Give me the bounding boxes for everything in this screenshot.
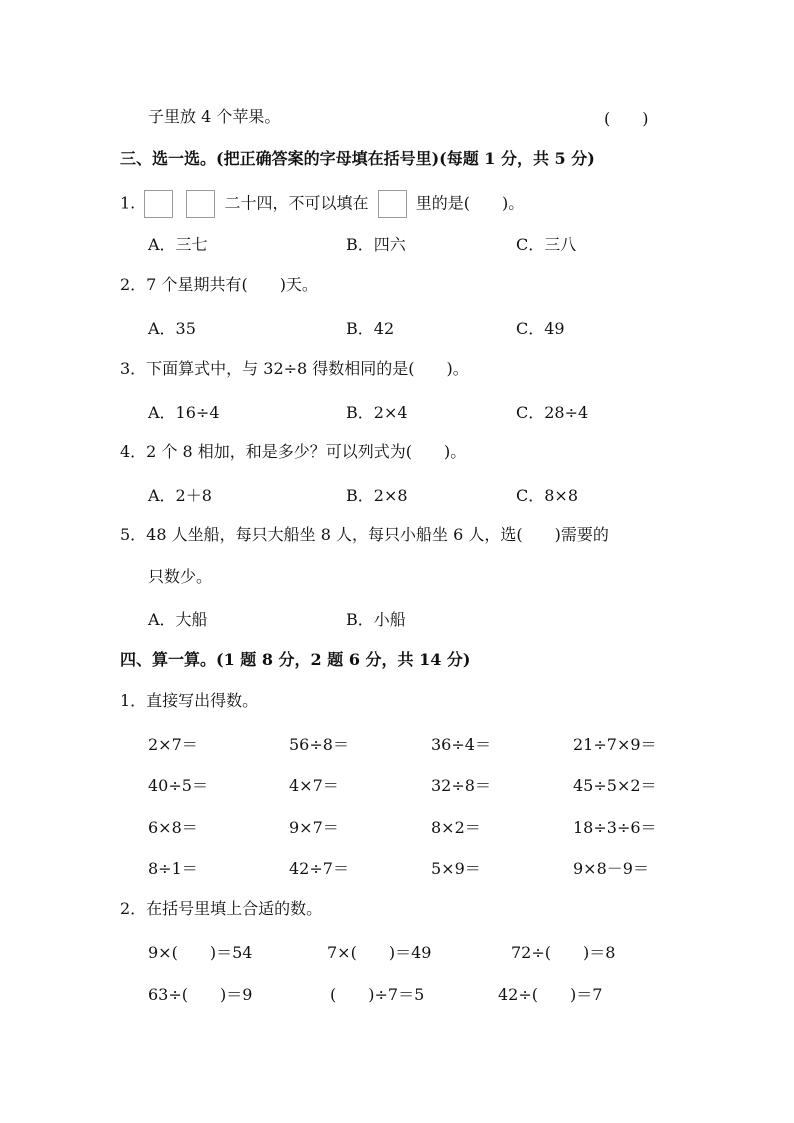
calc-item: 4×7＝ <box>289 776 339 795</box>
question-1-number: 1. <box>120 193 136 213</box>
calc-item: 40÷5＝ <box>148 776 208 795</box>
q1-option-c[interactable]: C．三八 <box>516 235 577 254</box>
question-1 <box>120 190 524 218</box>
q5-option-b[interactable]: B．小船 <box>346 610 406 629</box>
calc-item: 18÷3÷6＝ <box>573 818 657 837</box>
calc-item: 2×7＝ <box>148 735 198 754</box>
calc-item: 8×2＝ <box>431 818 481 837</box>
calc-item: 56÷8＝ <box>289 735 349 754</box>
fill-blank-item[interactable]: 9×( )＝54 <box>148 943 253 962</box>
section-3-title: 三、选一选。(把正确答案的字母填在括号里)(每题 1 分，共 5 分) <box>120 149 595 168</box>
question-1-tail-text: 里的是( )。 <box>415 193 525 213</box>
q2-option-a[interactable]: A．35 <box>148 319 196 338</box>
q4-option-a[interactable]: A．2＋8 <box>148 486 212 505</box>
fill-blank-item[interactable]: 63÷( )＝9 <box>148 985 253 1004</box>
calc-item: 9×8－9＝ <box>573 859 649 878</box>
fill-blank-item[interactable]: 72÷( )＝8 <box>511 943 616 962</box>
question-5-continued: 只数少。 <box>148 567 213 586</box>
fill-blank-item[interactable]: 7×( )＝49 <box>327 943 432 962</box>
answer-paren[interactable]: ( ) <box>604 109 649 128</box>
calc-item: 8÷1＝ <box>148 859 198 878</box>
q3-option-c[interactable]: C．28÷4 <box>516 403 589 422</box>
q2-option-c[interactable]: C．49 <box>516 319 565 338</box>
q2-option-b[interactable]: B．42 <box>346 319 395 338</box>
blank-box-1[interactable] <box>144 190 173 218</box>
blank-box-3[interactable] <box>378 190 407 218</box>
carry-over-text: 子里放 4 个苹果。 <box>148 107 281 126</box>
section-4-title: 四、算一算。(1 题 8 分，2 题 6 分，共 14 分) <box>120 650 471 669</box>
question-3: 3．下面算式中，与 32÷8 得数相同的是( )。 <box>120 359 469 378</box>
calc-item: 21÷7×9＝ <box>573 735 657 754</box>
calc-item: 42÷7＝ <box>289 859 349 878</box>
part-2-instruction: 2．在括号里填上合适的数。 <box>120 899 323 918</box>
calc-item: 6×8＝ <box>148 818 198 837</box>
calc-item: 5×9＝ <box>431 859 481 878</box>
question-5: 5．48 人坐船，每只大船坐 8 人，每只小船坐 6 人，选( )需要的 <box>120 525 609 544</box>
q5-option-a[interactable]: A．大船 <box>148 610 208 629</box>
q3-option-a[interactable]: A．16÷4 <box>148 403 220 422</box>
question-1-mid-text: 二十四，不可以填在 <box>224 193 369 213</box>
fill-blank-item[interactable]: 42÷( )＝7 <box>498 985 603 1004</box>
part-1-instruction: 1．直接写出得数。 <box>120 691 259 710</box>
fill-blank-item[interactable]: ( )÷7＝5 <box>330 985 425 1004</box>
calc-item: 9×7＝ <box>289 818 339 837</box>
q4-option-b[interactable]: B．2×8 <box>346 486 408 505</box>
q3-option-b[interactable]: B．2×4 <box>346 403 408 422</box>
calc-item: 32÷8＝ <box>431 776 491 795</box>
calc-item: 45÷5×2＝ <box>573 776 657 795</box>
q4-option-c[interactable]: C．8×8 <box>516 486 579 505</box>
calc-item: 36÷4＝ <box>431 735 491 754</box>
q1-option-a[interactable]: A．三七 <box>148 235 208 254</box>
question-4: 4．2 个 8 相加，和是多少？可以列式为( )。 <box>120 442 467 461</box>
question-2: 2．7 个星期共有( )天。 <box>120 275 318 294</box>
blank-box-2[interactable] <box>186 190 215 218</box>
q1-option-b[interactable]: B．四六 <box>346 235 406 254</box>
